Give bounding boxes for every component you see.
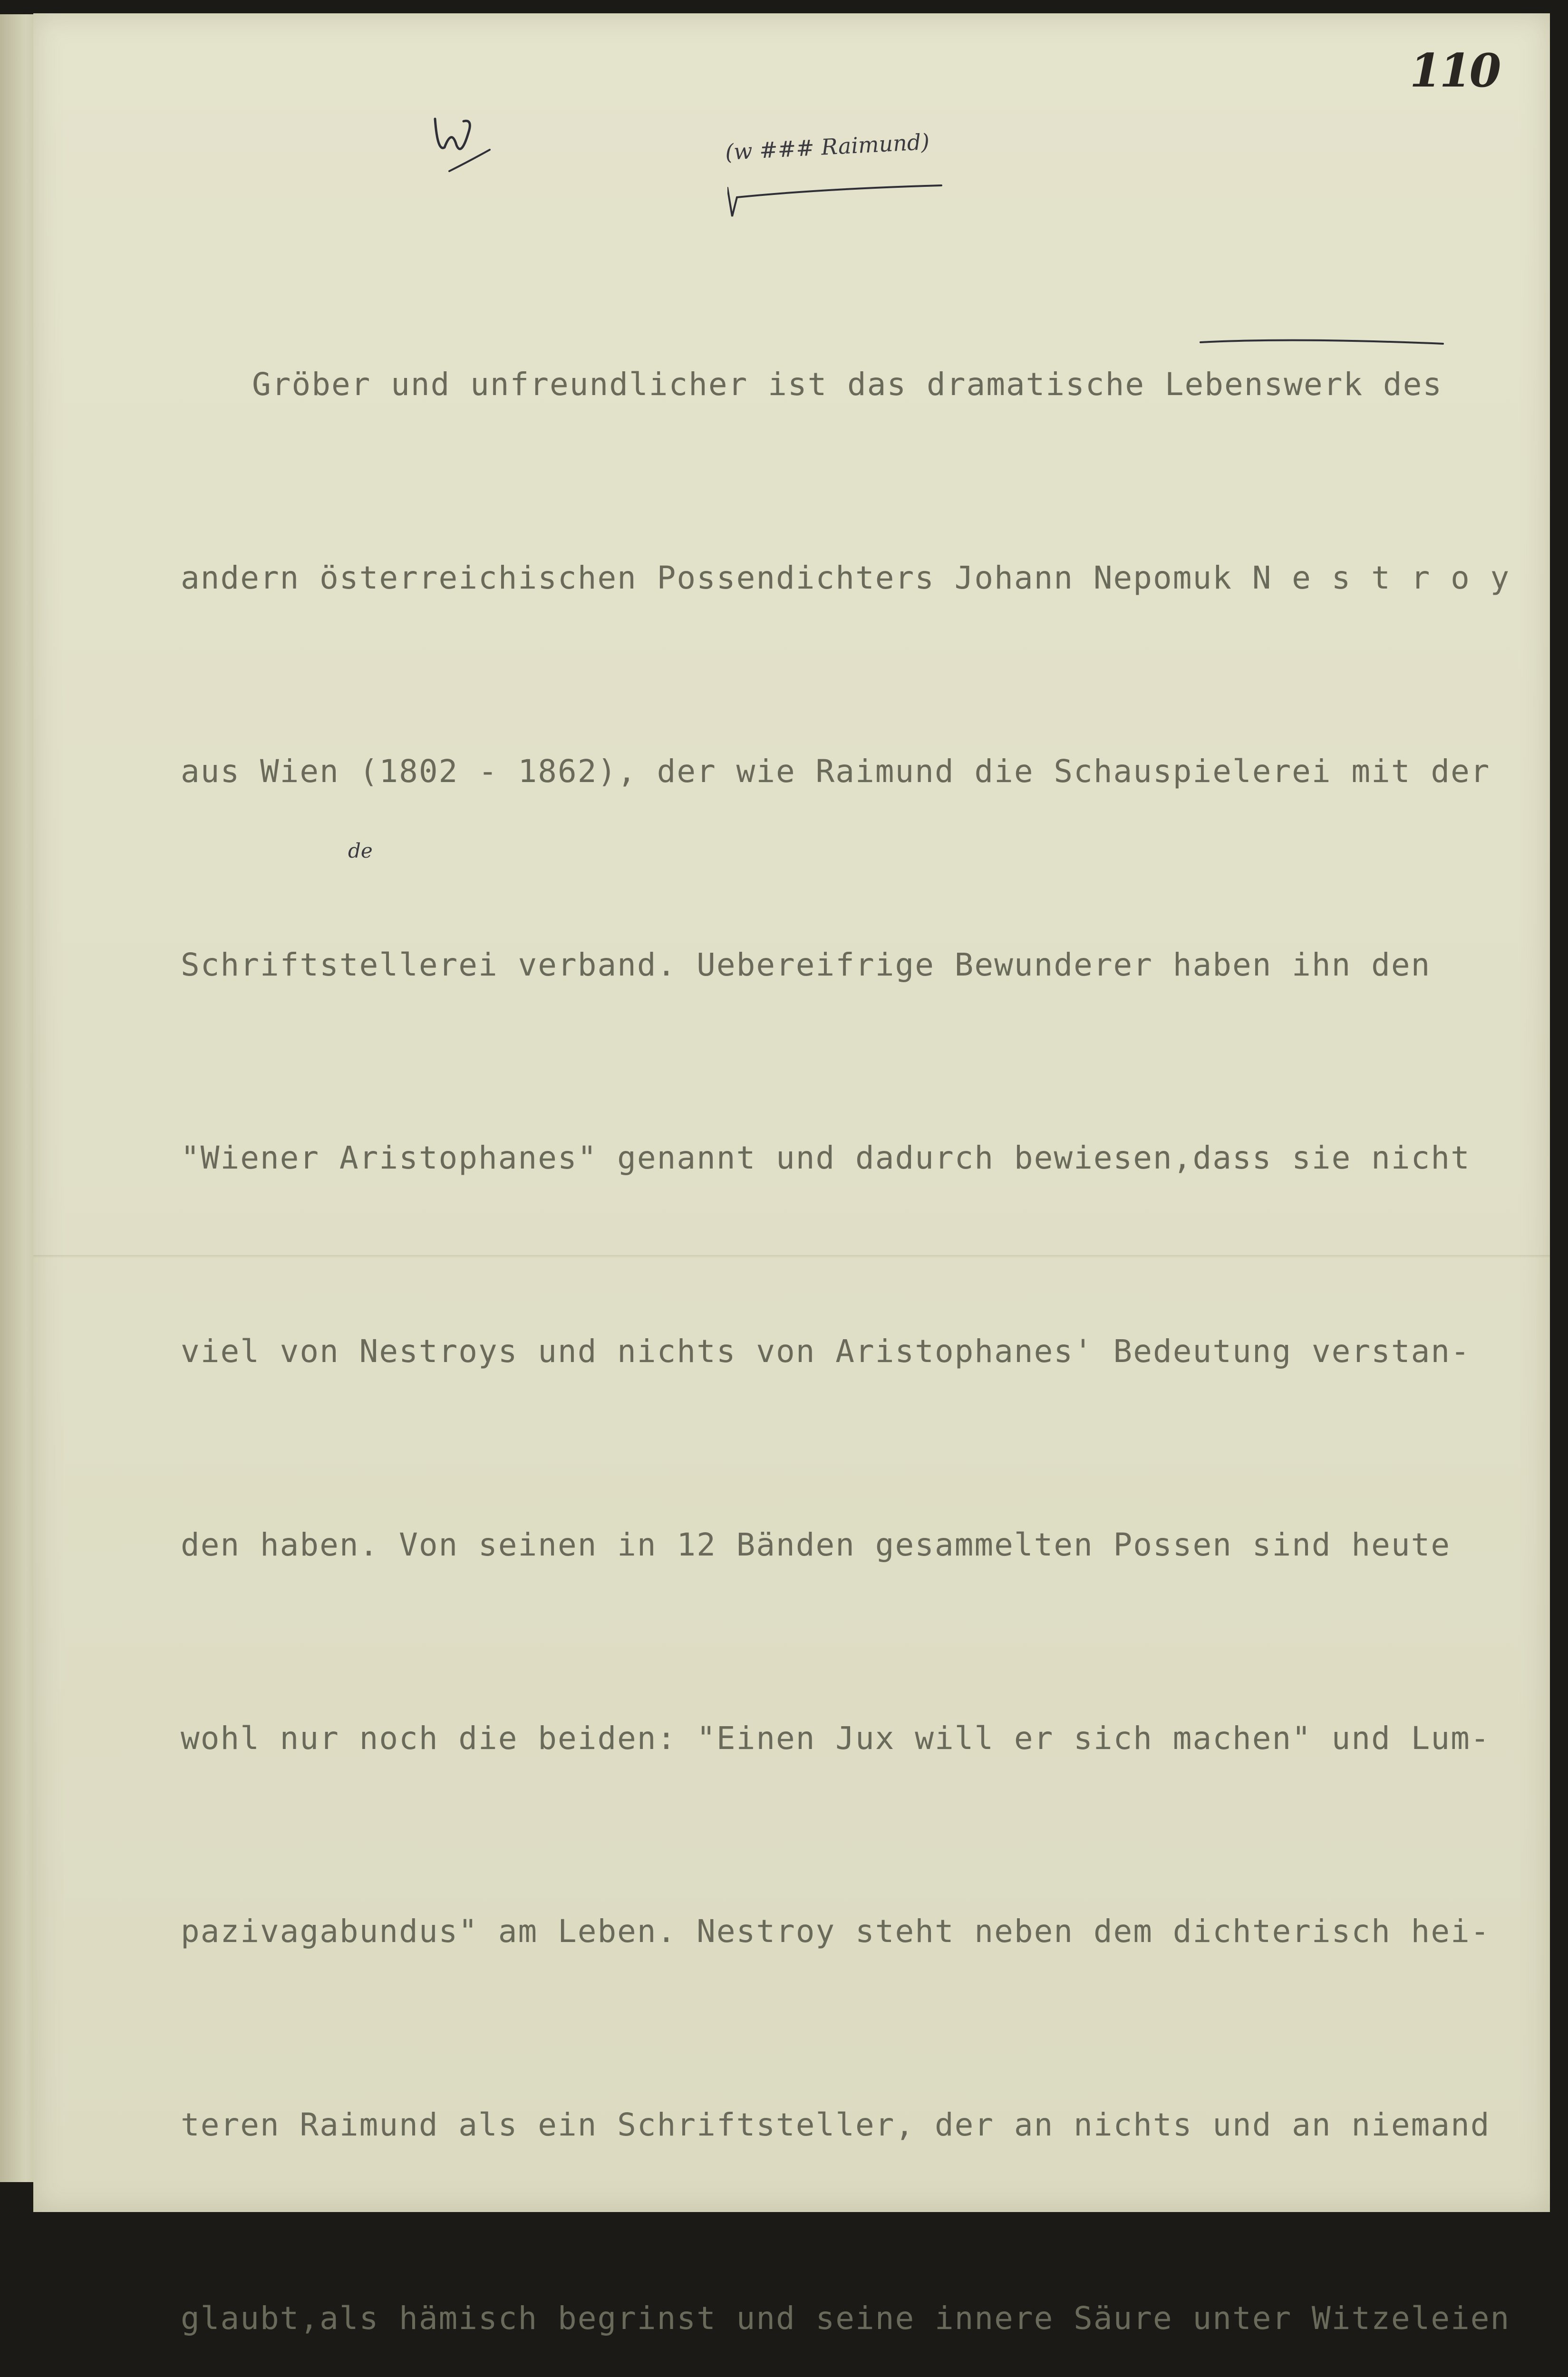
text-line: Schriftstellerei verband. Uebereifrige Bewunderer haben ihn den <box>181 946 1431 983</box>
insertion-caret <box>727 183 975 221</box>
text-line: Gröber und unfreundlicher ist das dramatische Lebenswerk des <box>252 366 1443 403</box>
text-line: glaubt,als hämisch begrinst und seine innere Säure unter Witzeleien <box>181 2300 1510 2337</box>
typed-text-block <box>181 223 1530 2377</box>
text-line: andern österreichischen Possendichters Johann Nepomuk N e s t r o y <box>181 559 1510 596</box>
text-line: den haben. Von seinen in 12 Bänden gesammelten Possen sind heute <box>181 1526 1451 1563</box>
text-line: wohl nur noch die beiden: "Einen Jux will er sich machen" und Lum- <box>181 1720 1491 1757</box>
text-line: teren Raimund als ein Schriftsteller, der an nichts und an niemand <box>181 2106 1491 2144</box>
page-number: 110 <box>1410 44 1500 97</box>
text-line: viel von Nestroys und nichts von Aristophanes' Bedeutung verstan- <box>181 1333 1471 1370</box>
text-line: pazivagabundus" am Leben. Nestroy steht neben dem dichterisch hei- <box>181 1913 1491 1950</box>
handwritten-insertion-de: de <box>348 839 373 862</box>
handwritten-margin-mark <box>430 100 497 176</box>
text-line: "Wiener Aristophanes" genannt und dadurch bewiesen,dass sie nicht <box>181 1140 1471 1177</box>
handwritten-insertion: (w ### Raimund) <box>724 128 930 165</box>
text-line: aus Wien (1802 - 1862), der wie Raimund die Schauspielerei mit der <box>181 753 1491 790</box>
